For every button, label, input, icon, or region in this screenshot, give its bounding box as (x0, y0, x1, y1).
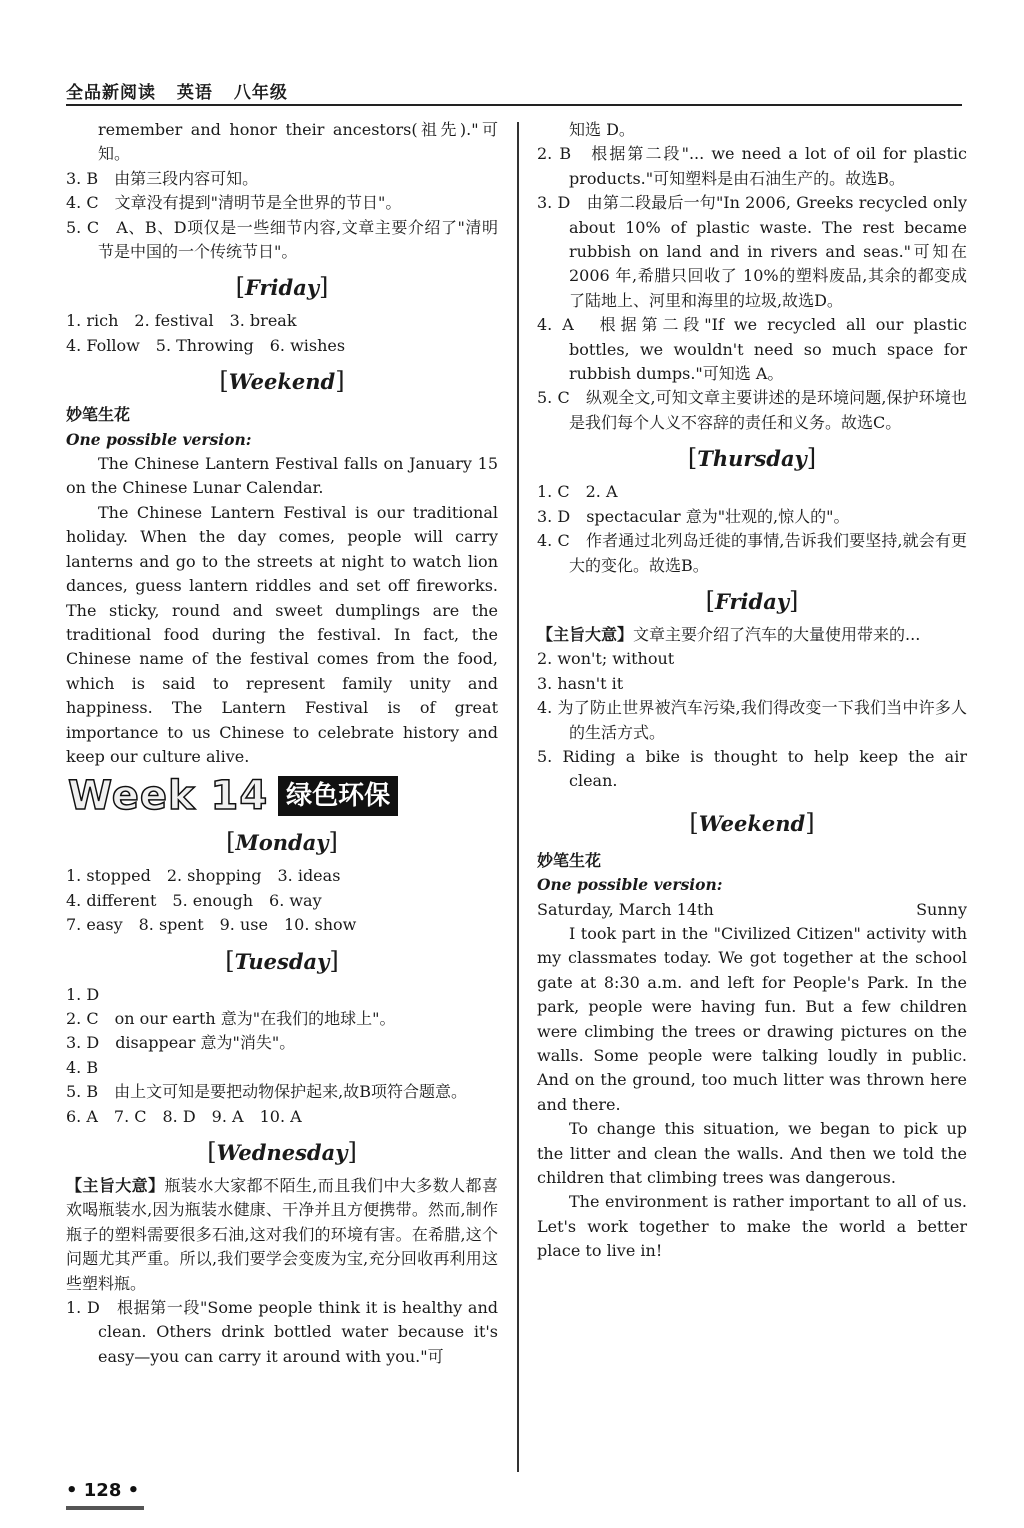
page-header (66, 78, 962, 104)
gist-paragraph: 【主旨大意】文章主要介绍了汽车的大量使用带来的... (537, 624, 921, 644)
answer-line: 1. C 2. A (537, 482, 618, 502)
diary-date: Saturday, March 14th (537, 899, 714, 919)
section-tuesday: [Tuesday] (225, 946, 339, 975)
answer-item: 2. won't; without (537, 649, 675, 669)
week-banner (68, 773, 498, 819)
answer-line: 7. easy 8. spent 9. use 10. show (66, 915, 357, 935)
week-topic: 绿色环保 (278, 776, 398, 816)
right-column (537, 118, 967, 1264)
version-label: One possible version: (537, 875, 723, 895)
answer-line: 1. rich 2. festival 3. break (66, 311, 297, 331)
column-divider (517, 122, 519, 1472)
section-monday: [Monday] (226, 828, 338, 857)
answer-line: 4. different 5. enough 6. way (66, 890, 322, 910)
answer-item: 5. B 由上文可知是要把动物保护起来,故B项符合题意。 (66, 1082, 467, 1102)
gist-paragraph: 【主旨大意】瓶装水大家都不陌生,而且我们中大多数人都喜欢喝瓶装水,因为瓶装水健康、干净并且方便携带。然而,制作瓶子的塑料需要很多石油,这对我们的环境有害。在希腊,这个问题尤其严重。所以,我们要学会变废为宝,充分回收再利用这些塑料瓶。 (66, 1176, 498, 1293)
section-thursday: [Thursday] (687, 444, 817, 473)
left-column (66, 118, 498, 1369)
section-wednesday: [Wednesday] (207, 1138, 357, 1166)
section-weekend: [Weekend] (689, 808, 815, 837)
answer-line: 4. Follow 5. Throwing 6. wishes (66, 335, 346, 355)
writing-subhead: 妙笔生花 (537, 850, 602, 870)
answer-item: 3. B 由第三段内容可知。 (66, 168, 259, 188)
answer-item: 3. D disappear 意为"消失"。 (66, 1033, 296, 1053)
page-number: • 128 • (66, 1480, 140, 1501)
answer-item: 3. hasn't it (537, 673, 624, 693)
answer-line: 1. stopped 2. shopping 3. ideas (66, 866, 341, 886)
answer-item: 5. C A、B、D项仅是一些细节内容,文章主要介绍了"清明节是中国的一个传统节日"。 (66, 217, 498, 262)
subject-label: 英语 (176, 83, 213, 103)
section-weekend: [Weekend] (219, 367, 345, 396)
answer-item: 1. D 根据第一段"Some people think it is healthy and clean. Others drink bottled water because it's easy—you can carry it around with you."可 (66, 1298, 498, 1366)
page-number-bar (66, 1506, 144, 1510)
answer-item: 4. C 作者通过北列岛迁徙的事情,告诉我们要坚持,就会有更大的变化。故选B。 (537, 531, 967, 575)
essay-paragraph: The environment is rather important to all of us. Let's work together to make the world a better place to live in! (537, 1192, 967, 1261)
section-friday: [Friday] (705, 586, 799, 615)
section-friday: [Friday] (235, 273, 329, 302)
answer-item: 2. B 根据第二段"... we need a lot of oil for plastic products."可知塑料是由石油生产的。故选B。 (537, 144, 967, 188)
version-label: One possible version: (66, 429, 252, 449)
diary-date-row (537, 898, 967, 922)
essay-paragraph: To change this situation, we began to pick up the litter and clean the walls. And then we told the children that climbing trees was dangerous. (537, 1119, 967, 1188)
answer-item: 4. A 根据第二段"If we recycled all our plastic bottles, we wouldn't need so much space for rubbish dumps."可知选 A。 (537, 315, 967, 384)
answer-item: 1. D (66, 984, 100, 1004)
essay-paragraph: The Chinese Lantern Festival falls on January 15 on the Chinese Lunar Calendar. (66, 454, 498, 498)
continued-answer: remember and honor their ancestors(祖先)."可知。 (98, 120, 498, 164)
answer-item: 4. B (66, 1057, 99, 1077)
answer-item: 2. C on our earth 意为"在我们的地球上"。 (66, 1008, 396, 1028)
header-rule (66, 104, 962, 106)
answer-line: 6. A 7. C 8. D 9. A 10. A (66, 1106, 302, 1126)
answer-item: 5. Riding a bike is thought to help keep the air clean. (537, 746, 967, 791)
diary-weather: Sunny (916, 899, 967, 919)
answer-item: 3. D 由第二段最后一句"In 2006, Greeks recycled only about 10% of plastic waste. The rest became rubbish on land and in rivers and seas."可知在 2006 年,希腊只回收了 10%的塑料废品,其余的都变成了陆地上、河里和海里的垃圾,故选D。 (537, 193, 967, 310)
answer-item: 5. C 纵观全文,可知文章主要讲述的是环境问题,保护环境也是我们每个人义不容辞的责任和义务。故选C。 (537, 388, 967, 432)
continued-answer: 知选 D。 (569, 120, 635, 139)
essay-paragraph: The Chinese Lantern Festival is our traditional holiday. When the day comes, people will carry lanterns and go to the streets at night to watch lion dances, guess lantern riddles and set off fireworks. The sticky, round and sweet dumplings are the traditional food during the festival. In fact, the Chinese name of the festival comes from the food, which is said to represent family unity and happiness. The Lantern Festival is of great importance to us Chinese to celebrate history and keep our culture alive. (66, 502, 498, 766)
book-title: 全品新阅读 (66, 83, 156, 103)
answer-item: 3. D spectacular 意为"壮观的,惊人的"。 (537, 506, 850, 526)
answer-item: 4. 为了防止世界被汽车污染,我们得改变一下我们当中许多人的生活方式。 (537, 698, 967, 742)
writing-subhead: 妙笔生花 (66, 405, 131, 425)
grade-label: 八年级 (233, 83, 288, 103)
essay-paragraph: I took part in the "Civilized Citizen" activity with my classmates today. We got together at the school gate at 8:30 a.m. and left for People's Park. In the park, people were having fun. But a few children were climbing the trees or drawing pictures on the walls. Some people were talking loudly in public. And on the ground, too much litter was thrown here and there. (537, 923, 967, 1114)
answer-item: 4. C 文章没有提到"清明节是全世界的节日"。 (66, 193, 402, 213)
week-label: Week 14 (68, 773, 269, 820)
